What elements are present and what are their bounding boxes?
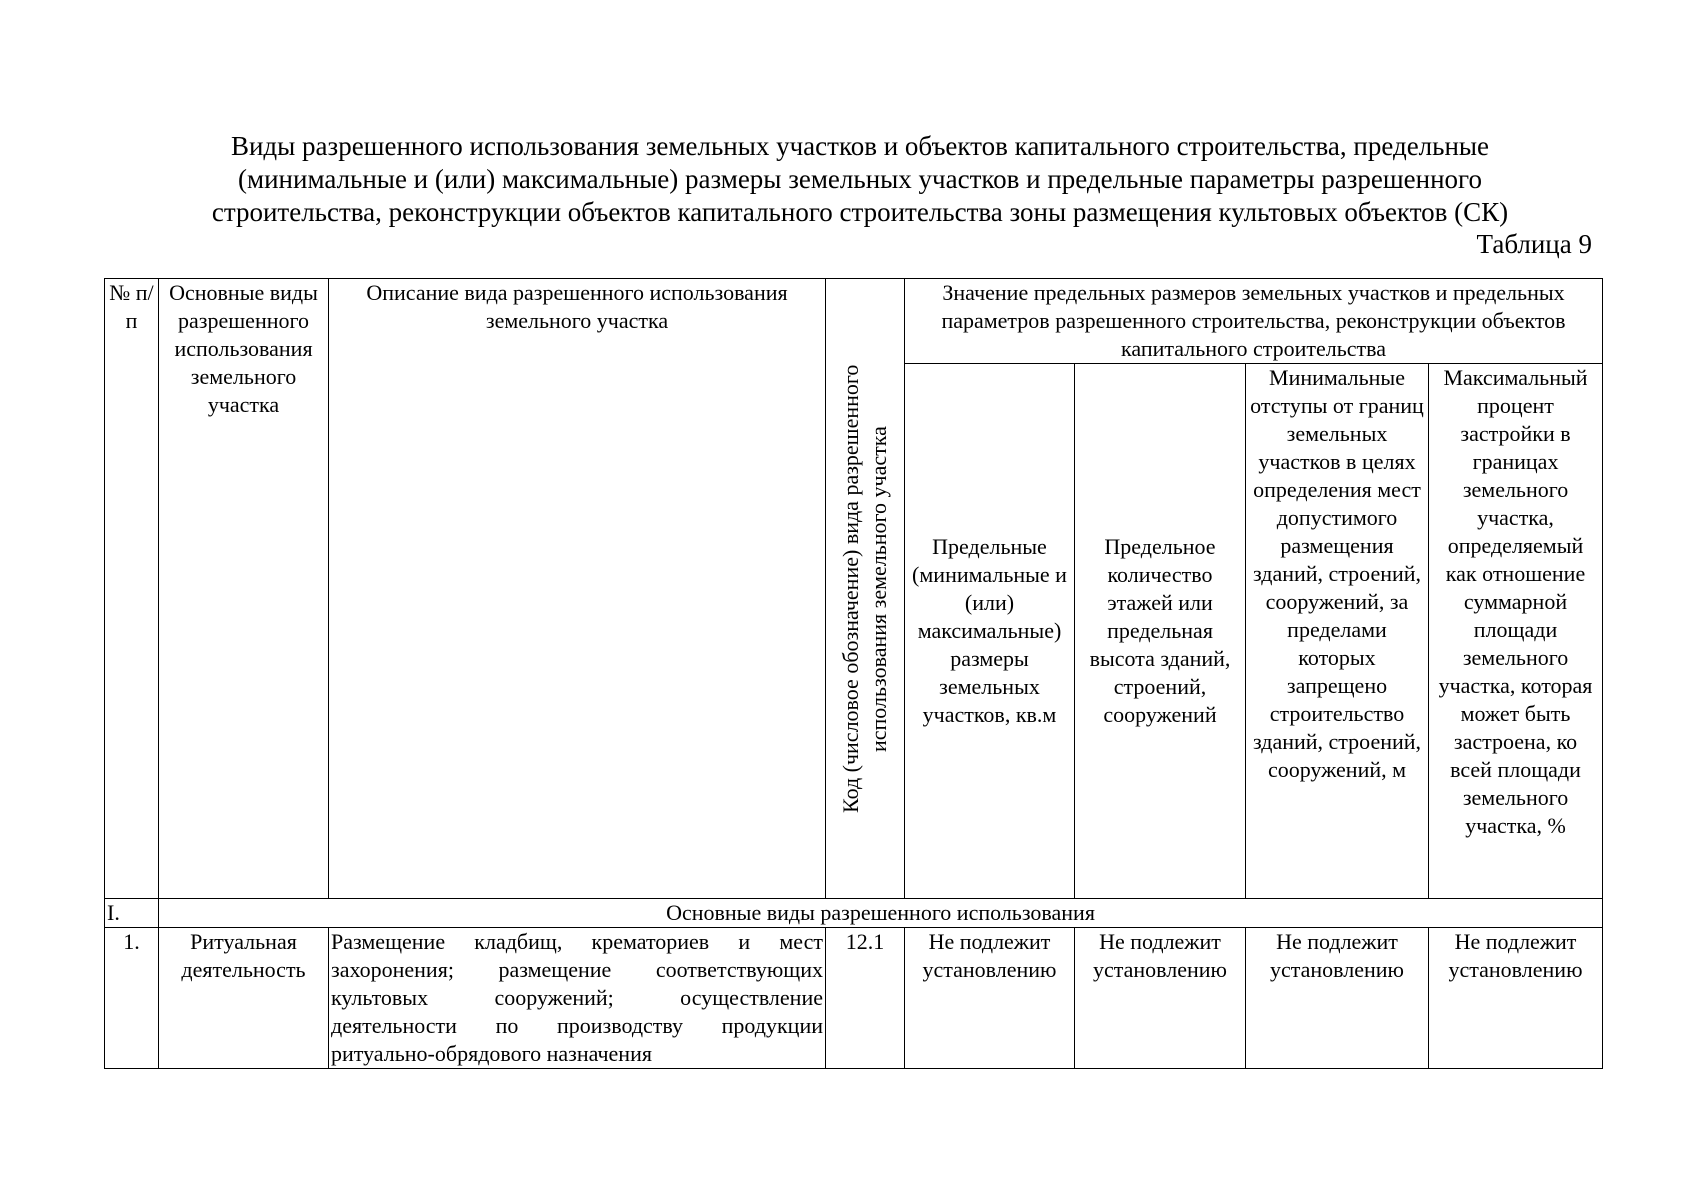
section-row	[105, 899, 1603, 928]
header-limits-group: Значение предельных размеров земельных участков и предельных параметров разрешенного строительства, реконструкции объектов капитального строительства	[905, 279, 1603, 364]
row-floors: Не подлежит установлению	[1075, 928, 1246, 1069]
header-code: Код (числовое обозначение) вида разрешенного использования земельного участка	[838, 364, 891, 813]
header-code-cell	[826, 279, 905, 899]
header-row-1	[105, 279, 1603, 364]
row-code: 12.1	[826, 928, 905, 1069]
section-number: I.	[105, 899, 159, 928]
row-setbacks: Не подлежит установлению	[1246, 928, 1429, 1069]
header-plot-size: Предельные (минимальные и (или) максимальные) размеры земельных участков, кв.м	[905, 364, 1075, 899]
row-type: Ритуальная деятельность	[159, 928, 329, 1069]
document-title	[150, 130, 1570, 229]
table-label: Таблица 9	[1476, 229, 1592, 259]
title-line-3: строительства, реконструкции объектов капитального строительства зоны размещения культовых объектов (СК)	[211, 197, 1509, 227]
header-main-types: Основные виды разрешенного использования земельного участка	[159, 279, 329, 899]
row-description: Размещение кладбищ, крематориев и мест захоронения; размещение соответствующих культовых сооружений; осуществление деятельности по производству продукции ритуально-обрядового назначения	[329, 928, 826, 1069]
header-number: № п/п	[105, 279, 159, 899]
section-title: Основные виды разрешенного использования	[159, 899, 1603, 928]
row-plot-size: Не подлежит установлению	[905, 928, 1075, 1069]
title-line-2: (минимальные и (или) максимальные) размеры земельных участков и предельные параметры разрешенного	[238, 164, 1482, 194]
title-line-1: Виды разрешенного использования земельных участков и объектов капитального строительства, предельные	[230, 131, 1490, 161]
header-floors: Предельное количество этажей или предельная высота зданий, строений, сооружений	[1075, 364, 1246, 899]
header-coverage: Максимальный процент застройки в границах земельного участка, определяемый как отношение суммарной площади земельного участка, которая может быть застроена, ко всей площади земельного участка, %	[1429, 364, 1603, 899]
row-number: 1.	[105, 928, 159, 1069]
table-row	[105, 928, 1603, 1069]
land-use-table	[104, 278, 1603, 1069]
header-description: Описание вида разрешенного использования земельного участка	[329, 279, 826, 899]
row-coverage: Не подлежит установлению	[1429, 928, 1603, 1069]
header-setbacks: Минимальные отступы от границ земельных участков в целях определения мест допустимого размещения зданий, строений, сооружений, за пределами которых запрещено строительство зданий, строений, сооружений, м	[1246, 364, 1429, 899]
